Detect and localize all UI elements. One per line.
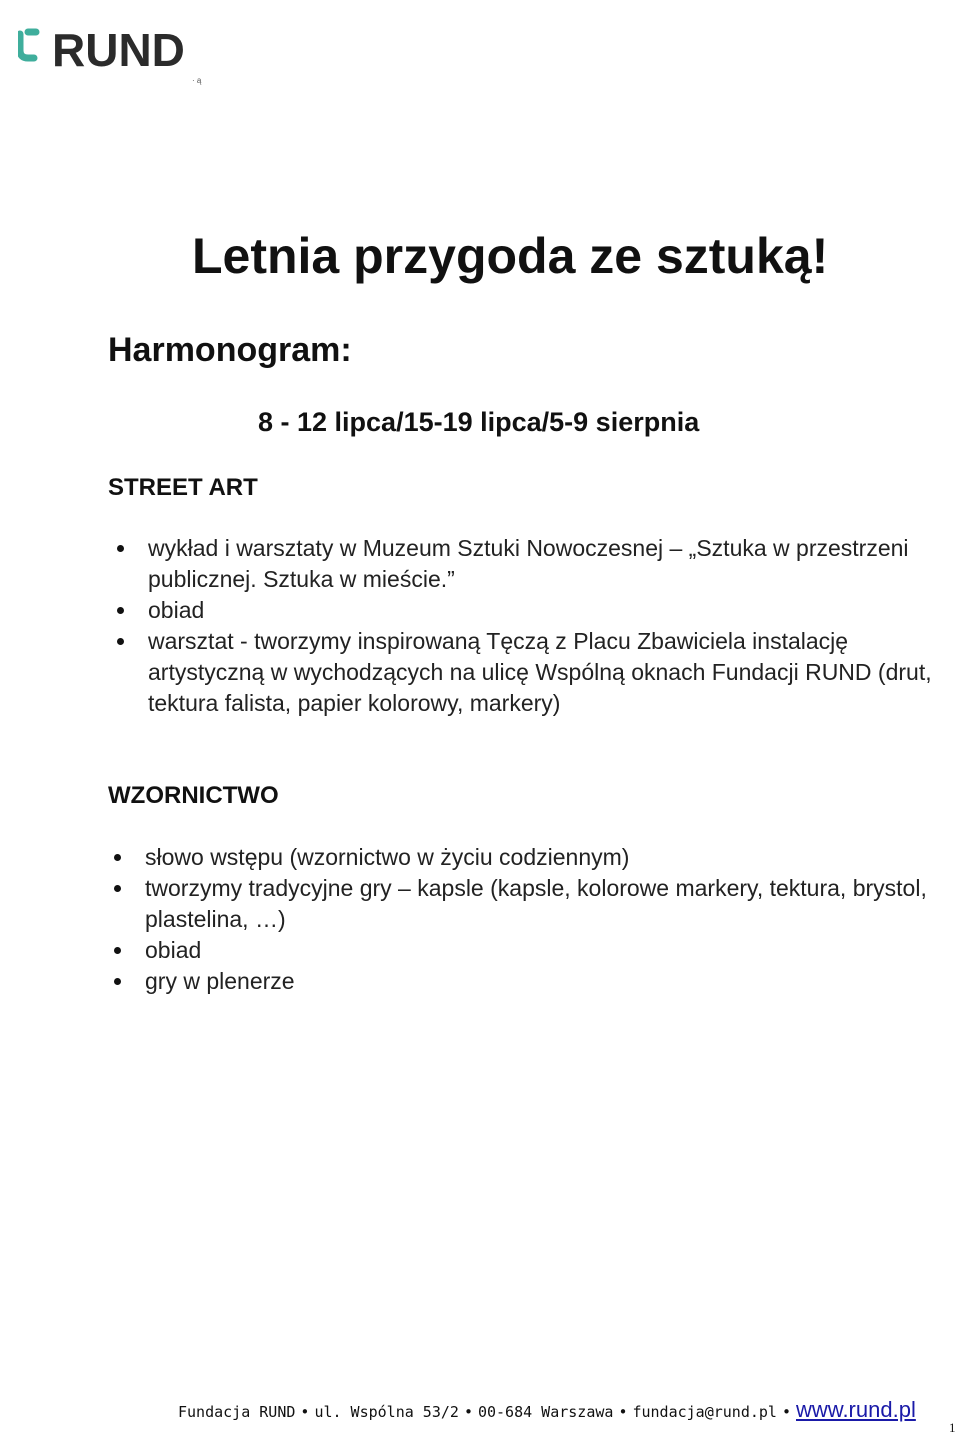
bullet-icon	[117, 638, 124, 645]
footer	[178, 1398, 916, 1424]
schedule-heading: Harmonogram:	[108, 331, 352, 369]
schedule-dates: 8 - 12 lipca/15-19 lipca/5-9 sierpnia	[258, 407, 700, 437]
bullet-icon	[114, 947, 121, 954]
stray-mark: · ą	[192, 76, 202, 85]
section-heading-street-art: STREET ART	[108, 474, 258, 501]
bullet-icon	[114, 854, 121, 861]
footer-website-link[interactable]: www.rund.pl	[796, 1397, 916, 1422]
footer-separator: •	[618, 1403, 628, 1421]
footer-separator: •	[300, 1403, 310, 1421]
list-item-text: obiad	[145, 937, 202, 963]
section-heading-wzornictwo: WZORNICTWO	[108, 782, 279, 809]
list-item-text: słowo wstępu (wzornictwo w życiu codziennym)	[145, 844, 630, 870]
footer-address: ul. Wspólna 53/2	[314, 1403, 459, 1421]
footer-email: fundacja@rund.pl	[632, 1403, 777, 1421]
list-item	[145, 966, 940, 997]
wzornictwo-list	[145, 842, 940, 997]
bullet-icon	[114, 885, 121, 892]
bullet-icon	[117, 545, 124, 552]
page-title: Letnia przygoda ze sztuką!	[192, 228, 829, 284]
list-item	[145, 842, 940, 873]
list-item	[145, 935, 940, 966]
footer-org: Fundacja RUND	[178, 1403, 296, 1421]
list-item	[145, 873, 940, 935]
page-number: 1	[949, 1420, 956, 1435]
list-item	[148, 595, 938, 626]
rund-logo	[18, 24, 185, 76]
logo-wordmark: RUND	[52, 24, 185, 76]
list-item-text: obiad	[148, 597, 205, 623]
footer-separator: •	[463, 1403, 473, 1421]
list-item-text: gry w plenerze	[145, 968, 295, 994]
bullet-icon	[114, 978, 121, 985]
list-item-text: wykład i warsztaty w Muzeum Sztuki Nowoczesnej – „Sztuka w przestrzeni publicznej. Sztuka w mieście.”	[148, 535, 909, 592]
street-art-list	[148, 533, 938, 719]
list-item	[148, 626, 938, 719]
list-item-text: tworzymy tradycyjne gry – kapsle (kapsle, kolorowe markery, tektura, brystol, plastelina, …)	[145, 875, 927, 932]
footer-separator: •	[781, 1403, 791, 1421]
list-item-text: warsztat - tworzymy inspirowaną Tęczą z Placu Zbawiciela instalację artystyczną w wychodzących na ulicę Wspólną oknach Fundacji RUND (drut, tektura falista, papier kolorowy, markery)	[148, 628, 932, 716]
footer-postcode: 00-684 Warszawa	[477, 1403, 614, 1421]
bullet-icon	[117, 607, 124, 614]
list-item	[148, 533, 938, 595]
